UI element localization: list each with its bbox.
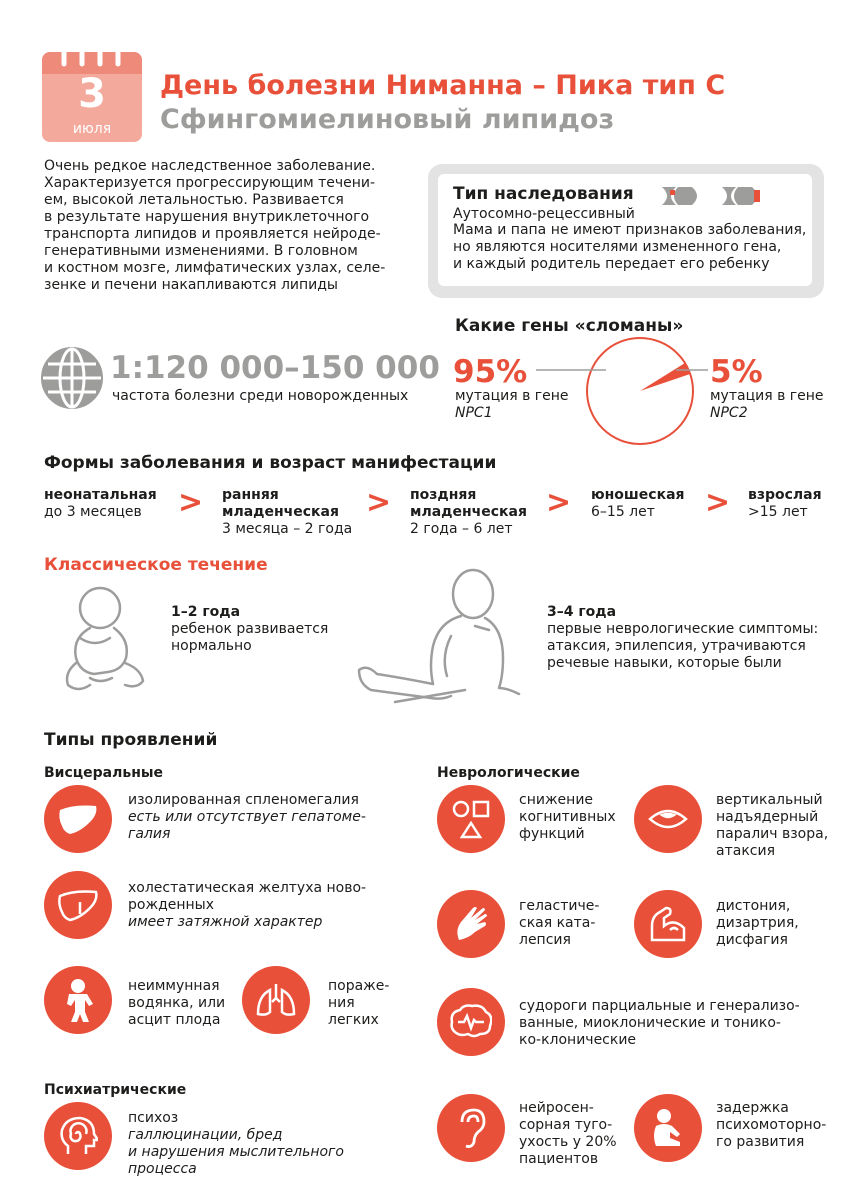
visceral-item-1: изолированная спленомегалия есть или отсутствует гепатоме- галия [128,792,366,842]
genes-title: Какие гены «сломаны» [455,316,684,336]
lungs-icon [242,966,310,1034]
gene-right-label: мутация в гене [710,388,824,404]
stage-juvenile: юношеская 6–15 лет [591,487,685,520]
neuro-item-4: дистония, дизартрия, дисфагия [716,898,799,948]
neuro-item-3: геластиче- ская ката- лепсия [519,898,600,948]
frequency-value: 1:120 000–150 000 [110,350,440,386]
ear-icon [437,1094,505,1162]
page-title: День болезни Ниманна – Пика тип С [160,70,726,101]
stage-adult: взрослая >15 лет [748,487,822,520]
visceral-title: Висцеральные [44,765,164,781]
chromosome-icon [660,184,780,208]
inheritance-title: Тип наследования [453,184,634,204]
neuro-title: Неврологические [437,765,580,781]
visceral-item-3: неиммунная водянка, или асцит плода [128,978,226,1028]
liver-outline-icon [44,871,112,939]
inheritance-type: Аутосомно-рецессивный [453,206,635,222]
neuro-item-6: нейросен- сорная туго- ухость у 20% пациентов [519,1100,617,1167]
page-subtitle: Сфингомиелиновый липидоз [160,104,615,135]
arrow-icon: > [178,485,204,520]
neuro-item-5: судороги парциальные и генерализо- ванные, миоклонические и тонико- ко-клонические [519,998,800,1048]
classic-title: Классическое течение [44,555,268,575]
forms-title: Формы заболевания и возраст манифестации [44,453,497,473]
shapes-icon [437,785,505,853]
gene-left-name: NPC1 [455,405,493,421]
visceral-item-4: пораже- ния легких [328,978,390,1028]
child-illustration [355,566,530,708]
psych-title: Психиатрические [44,1082,187,1098]
arrow-icon: > [366,485,392,520]
gene-left-label: мутация в гене [455,388,569,404]
baby-illustration [55,583,155,698]
calendar-day: 3 [78,71,106,117]
liver-icon [44,785,112,853]
brain-wave-icon [437,988,505,1056]
neuro-item-1: снижение когнитивных функций [519,792,616,842]
stage-neonatal: неонатальная до 3 месяцев [44,487,157,520]
frequency-label: частота болезни среди новорожденных [112,388,409,404]
neuro-item-7: задержка психомоторно- го развития [716,1100,827,1150]
types-title: Типы проявлений [44,730,218,750]
psych-item-1: психоз галлюцинации, бред и нарушения мыслительного процесса [128,1110,344,1177]
fetus-icon [44,966,112,1034]
stage-early-infant: ранняя младенческая 3 месяца – 2 года [222,487,353,537]
stage-late-infant: поздняя младенческая 2 года – 6 лет [410,487,527,537]
gene-right-percent: 5% [710,354,763,390]
head-spiral-icon [44,1102,112,1170]
eye-icon [634,785,702,853]
arrow-icon: > [546,485,572,520]
classic-stage2: 3–4 года первые неврологические симптомы: атаксия, эпилепсия, утрачиваются речевые навыки, которые были [547,604,819,671]
gene-pointer-lines [536,362,826,378]
sitting-child-icon [634,1094,702,1162]
globe-icon [40,346,104,410]
hand-icon [437,890,505,958]
visceral-item-2: холестатическая желтуха ново- рожденных имеет затяжной характер [128,880,367,930]
muscle-icon [634,890,702,958]
neuro-item-2: вертикальный надъядерный паралич взора, атаксия [716,792,829,859]
arrow-icon: > [705,485,731,520]
genes-pie-chart [585,336,695,446]
inheritance-text: Мама и папа не имеют признаков заболевания, но являются носителями измененного гена, и каждый родитель передает его ребенку [453,222,807,272]
gene-left-percent: 95% [453,354,528,390]
classic-stage1: 1–2 года ребенок развивается нормально [171,604,329,654]
intro-text: Очень редкое наследственное заболевание. Характеризуется прогрессирующим течени- ем, высокой летальностью. Развивается в результате нарушения внутриклеточного транспорта липидов и проявляется нейроде- генеративными изменениями. В головном и костном мозге, лимфатических узлах, селе- зенке и печени накапливаются липиды [44,158,386,293]
gene-right-name: NPC2 [710,405,748,421]
calendar-month: июля [72,121,112,137]
